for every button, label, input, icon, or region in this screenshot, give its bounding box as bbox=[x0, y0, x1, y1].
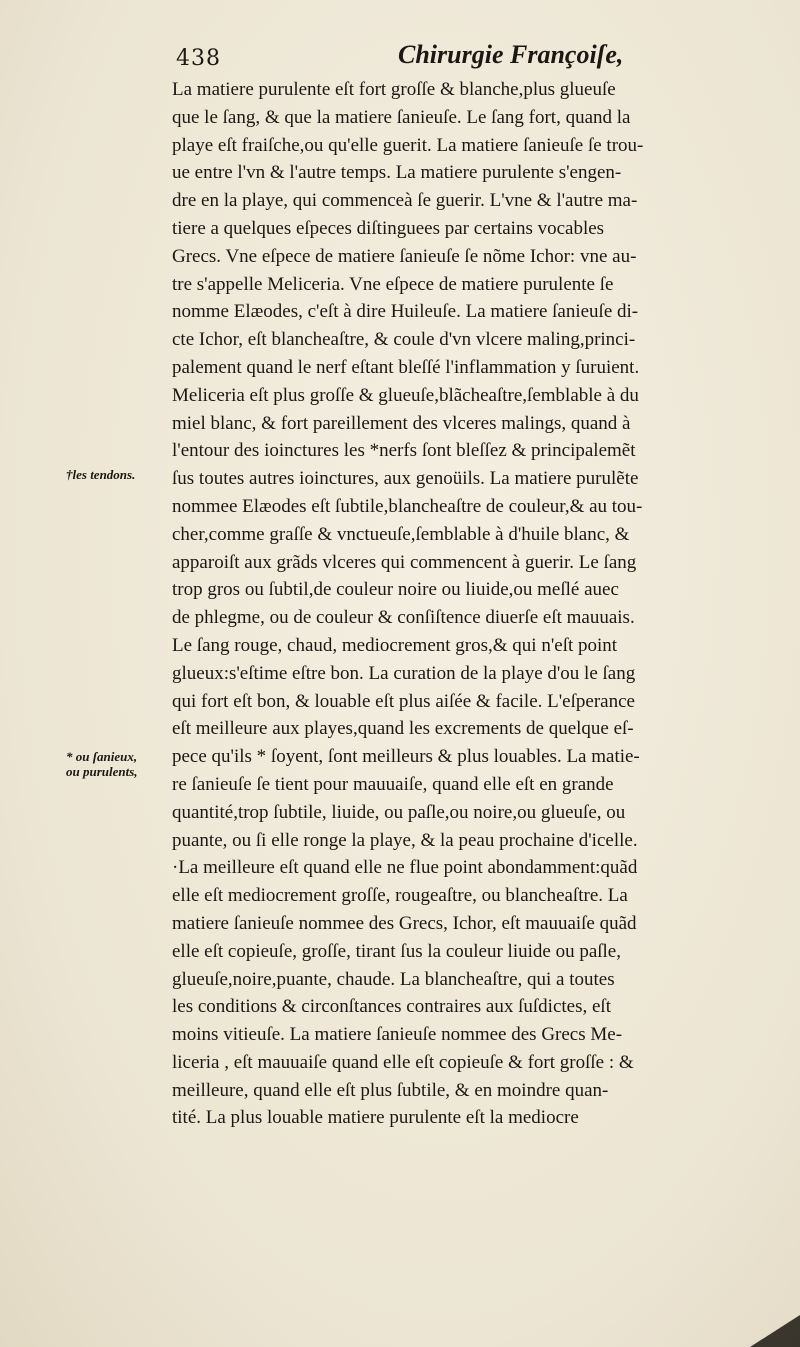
text-line: les conditions & circonſtances contraires aux ſuſdictes, eſt bbox=[172, 996, 611, 1018]
text-line: apparoiſt aux grãds vlceres qui commencent à guerir. Le ſang bbox=[172, 551, 637, 573]
margin-note-purulents: ou purulents, bbox=[66, 764, 138, 779]
text-line: liceria , eſt mauuaiſe quand elle eſt copieuſe & fort groſſe : & bbox=[172, 1051, 634, 1073]
text-line: cher,comme graſſe & vnctueuſe,ſemblable à d'huile blanc, & bbox=[172, 523, 630, 545]
running-title: Chirurgie Françoiſe, bbox=[398, 40, 624, 69]
text-line: miel blanc, & fort pareillement des vlceres malings, quand à bbox=[172, 412, 631, 434]
text-line: qui fort eſt bon, & louable eſt plus aiſée & facile. L'eſperance bbox=[172, 690, 635, 712]
text-line: nomme Elæodes, c'eſt à dire Huileuſe. La matiere ſanieuſe di- bbox=[172, 301, 639, 323]
text-line: tre s'appelle Meliceria. Vne eſpece de matiere purulente ſe bbox=[172, 273, 614, 295]
text-line: ·La meilleure eſt quand elle ne flue point abondamment:quãd bbox=[172, 857, 638, 879]
text-line: Meliceria eſt plus groſſe & glueuſe,blãcheaſtre,ſemblable à du bbox=[172, 384, 639, 406]
text-line: moins vitieuſe. La matiere ſanieuſe nommee des Grecs Me- bbox=[172, 1024, 623, 1046]
text-line: Le ſang rouge, chaud, mediocrement gros,& qui n'eſt point bbox=[172, 634, 618, 656]
text-line: tiere a quelques eſpeces diſtinguees par certains vocables bbox=[172, 217, 605, 239]
text-line: La matiere purulente eſt fort groſſe & blanche,plus glueuſe bbox=[172, 79, 616, 100]
page-number: 438 bbox=[176, 46, 221, 71]
text-line: playe eſt fraiſche,ou qu'elle guerit. La matiere ſanieuſe ſe trou- bbox=[172, 134, 644, 156]
text-line: l'entour des ioinctures les *nerfs ſont bleſſez & principalemẽt bbox=[172, 440, 636, 462]
text-line: eſt meilleure aux playes,quand les excrements de quelque eſ- bbox=[172, 718, 634, 740]
text-line: trop gros ou ſubtil,de couleur noire ou liuide,ou meſlé auec bbox=[172, 579, 619, 601]
text-line: glueux:s'eſtime eſtre bon. La curation de la playe d'ou le ſang bbox=[172, 662, 636, 684]
text-line: pece qu'ils * ſoyent, ſont meilleurs & plus louables. La matie- bbox=[172, 746, 640, 768]
text-line: dre en la playe, qui commenceà ſe guerir. L'vne & l'autre ma- bbox=[172, 190, 638, 212]
margin-note-sanieux: * ou ſanieux, bbox=[66, 749, 138, 764]
text-line: palement quand le nerf eſtant bleſſé l'inflammation y ſuruient. bbox=[172, 356, 640, 378]
page-header bbox=[170, 40, 690, 80]
text-line: elle eſt mediocrement groſſe, rougeaſtre, ou blancheaſtre. La bbox=[172, 885, 628, 907]
text-line: Grecs. Vne eſpece de matiere ſanieuſe ſe nõme Ichor: vne au- bbox=[172, 245, 637, 267]
text-line: elle eſt copieuſe, groſſe, tirant ſus la couleur liuide ou paſle, bbox=[172, 940, 621, 962]
body-text bbox=[172, 76, 798, 1132]
text-line: matiere ſanieuſe nommee des Grecs, Ichor, eſt mauuaiſe quãd bbox=[172, 912, 637, 934]
text-line: tité. La plus louable matiere purulente eſt la mediocre bbox=[172, 1107, 579, 1129]
text-line: puante, ou ſi elle ronge la playe, & la peau prochaine d'icelle. bbox=[172, 829, 638, 851]
text-line: de phlegme, ou de couleur & conſiſtence diuerſe eſt mauuais. bbox=[172, 607, 635, 629]
text-line: re ſanieuſe ſe tient pour mauuaiſe, quand elle eſt en grande bbox=[172, 773, 614, 795]
text-line: cte Ichor, eſt blancheaſtre, & coule d'vn vlcere maling,princi- bbox=[172, 329, 636, 351]
text-line: meilleure, quand elle eſt plus ſubtile, & en moindre quan- bbox=[172, 1079, 609, 1101]
text-line: quantité,trop ſubtile, liuide, ou paſle,ou noire,ou glueuſe, ou bbox=[172, 801, 626, 823]
text-line: nommee Elæodes eſt ſubtile,blancheaſtre de couleur,& au tou- bbox=[172, 495, 643, 517]
text-line: que le ſang, & que la matiere ſanieuſe. Le ſang fort, quand la bbox=[172, 106, 631, 128]
text-line: glueuſe,noire,puante, chaude. La blancheaſtre, qui a toutes bbox=[172, 968, 615, 990]
text-line: ſus toutes autres ioinctures, aux genoüils. La matiere purulẽte bbox=[172, 468, 639, 490]
page-corner-mark bbox=[740, 1307, 800, 1347]
text-line: ue entre l'vn & l'autre temps. La matiere purulente s'engen- bbox=[172, 162, 622, 184]
margin-note-tendons: †les tendons. bbox=[66, 467, 136, 482]
